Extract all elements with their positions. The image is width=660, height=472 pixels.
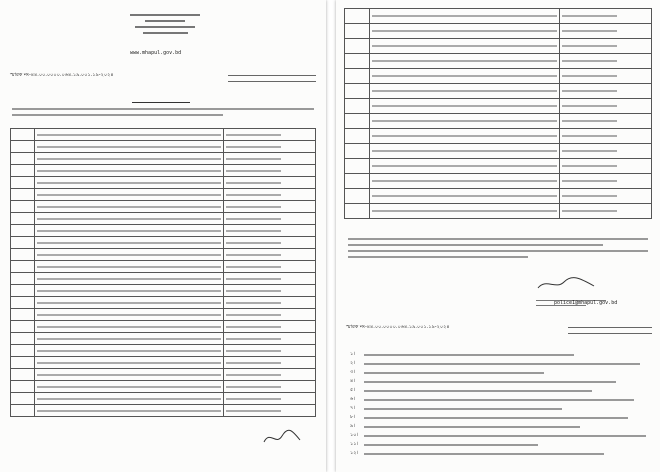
- table-row: [11, 153, 316, 165]
- table-cell: [224, 393, 316, 405]
- table-cell: [559, 99, 651, 114]
- memo-reference: স্মারক নং-৪৪.০০.০০০০.০৬৪.১৯.০০১.১৯-২০২৪: [10, 72, 114, 78]
- table-cell: [11, 321, 35, 333]
- list-item-number: ৩।: [350, 368, 356, 375]
- table-row: [345, 204, 652, 219]
- table-cell: [224, 237, 316, 249]
- table-cell: [35, 165, 224, 177]
- list-item: [350, 359, 650, 368]
- table-cell: [35, 213, 224, 225]
- table-row: [11, 177, 316, 189]
- table-cell: [224, 177, 316, 189]
- table-cell: [224, 405, 316, 417]
- list-item: [350, 404, 650, 413]
- notes: [348, 238, 648, 262]
- table-row: [11, 393, 316, 405]
- memo-date: [568, 318, 652, 336]
- list-item-number: ৭।: [350, 404, 356, 411]
- letterhead: [110, 10, 220, 46]
- list-item-number: ৮।: [350, 413, 356, 420]
- list-item-number: ২।: [350, 359, 356, 366]
- table-cell: [11, 225, 35, 237]
- table-cell: [35, 237, 224, 249]
- table-cell: [35, 285, 224, 297]
- list-item: [350, 395, 650, 404]
- table-cell: [369, 84, 559, 99]
- table-cell: [11, 189, 35, 201]
- table-cell: [224, 333, 316, 345]
- table-row: [11, 165, 316, 177]
- table-row: [11, 321, 316, 333]
- table-row: [11, 261, 316, 273]
- list-item-number: ১২।: [350, 449, 359, 456]
- table-row: [11, 201, 316, 213]
- table-row: [11, 345, 316, 357]
- list-item: [350, 350, 650, 359]
- table-row: [11, 249, 316, 261]
- table-cell: [35, 309, 224, 321]
- table-cell: [369, 69, 559, 84]
- table-cell: [11, 297, 35, 309]
- list-item-number: ৪।: [350, 377, 356, 384]
- table-cell: [369, 9, 559, 24]
- table-cell: [35, 405, 224, 417]
- table-cell: [11, 309, 35, 321]
- table-row: [345, 9, 652, 24]
- table-cell: [11, 237, 35, 249]
- table-cell: [224, 345, 316, 357]
- table-cell: [11, 273, 35, 285]
- transfer-table-continued: [344, 8, 652, 219]
- table-cell: [559, 9, 651, 24]
- list-item: [350, 413, 650, 422]
- table-cell: [11, 213, 35, 225]
- distribution-list: [350, 350, 650, 458]
- table-cell: [345, 159, 370, 174]
- table-cell: [224, 309, 316, 321]
- table-cell: [35, 381, 224, 393]
- table-cell: [345, 99, 370, 114]
- table-cell: [11, 393, 35, 405]
- table-cell: [345, 189, 370, 204]
- table-cell: [35, 225, 224, 237]
- table-cell: [224, 201, 316, 213]
- table-row: [11, 237, 316, 249]
- table-cell: [559, 129, 651, 144]
- table-row: [11, 225, 316, 237]
- table-row: [345, 114, 652, 129]
- table-cell: [369, 129, 559, 144]
- table-row: [11, 369, 316, 381]
- table-cell: [224, 165, 316, 177]
- table-cell: [345, 24, 370, 39]
- table-cell: [559, 144, 651, 159]
- table-cell: [224, 189, 316, 201]
- document-page-right: [336, 0, 660, 472]
- list-item-number: ৬।: [350, 395, 356, 402]
- table-cell: [11, 285, 35, 297]
- list-item: [350, 431, 650, 440]
- table-row: [11, 297, 316, 309]
- table-cell: [224, 249, 316, 261]
- table-row: [345, 39, 652, 54]
- table-cell: [11, 333, 35, 345]
- table-cell: [345, 39, 370, 54]
- table-row: [345, 99, 652, 114]
- table-cell: [11, 261, 35, 273]
- table-row: [11, 357, 316, 369]
- table-cell: [11, 177, 35, 189]
- table-row: [345, 54, 652, 69]
- list-item-number: ৯।: [350, 422, 356, 429]
- table-cell: [35, 333, 224, 345]
- list-item: [350, 422, 650, 431]
- table-cell: [369, 114, 559, 129]
- table-cell: [224, 213, 316, 225]
- table-cell: [11, 381, 35, 393]
- table-cell: [224, 261, 316, 273]
- table-cell: [35, 357, 224, 369]
- table-cell: [369, 39, 559, 54]
- table-row: [345, 24, 652, 39]
- table-cell: [559, 159, 651, 174]
- table-row: [345, 69, 652, 84]
- table-cell: [35, 249, 224, 261]
- signature: [262, 426, 302, 448]
- table-cell: [345, 129, 370, 144]
- table-cell: [11, 153, 35, 165]
- table-cell: [345, 84, 370, 99]
- table-cell: [224, 153, 316, 165]
- table-cell: [35, 129, 224, 141]
- table-cell: [224, 285, 316, 297]
- document-page-left: [0, 0, 326, 472]
- table-row: [345, 174, 652, 189]
- list-item-number: ১১।: [350, 440, 359, 447]
- table-row: [11, 381, 316, 393]
- transfer-table: [10, 128, 316, 417]
- list-item-number: ১০।: [350, 431, 359, 438]
- table-cell: [35, 261, 224, 273]
- table-cell: [559, 84, 651, 99]
- table-cell: [224, 129, 316, 141]
- table-row: [11, 129, 316, 141]
- table-cell: [369, 54, 559, 69]
- list-item: [350, 449, 650, 458]
- table-cell: [559, 24, 651, 39]
- table-row: [11, 273, 316, 285]
- table-cell: [224, 321, 316, 333]
- table-cell: [11, 369, 35, 381]
- table-row: [11, 309, 316, 321]
- table-cell: [11, 201, 35, 213]
- table-cell: [224, 369, 316, 381]
- table-cell: [345, 54, 370, 69]
- table-row: [345, 129, 652, 144]
- list-item: [350, 368, 650, 377]
- table-cell: [345, 69, 370, 84]
- table-cell: [369, 99, 559, 114]
- table-cell: [559, 174, 651, 189]
- table-row: [11, 141, 316, 153]
- table-cell: [559, 114, 651, 129]
- table-row: [345, 84, 652, 99]
- table-cell: [35, 189, 224, 201]
- list-item: [350, 440, 650, 449]
- table-cell: [559, 69, 651, 84]
- officer-email: police1@mhapul.gov.bd: [554, 300, 618, 306]
- table-row: [11, 405, 316, 417]
- list-item-number: ১।: [350, 350, 356, 357]
- table-row: [345, 159, 652, 174]
- table-cell: [345, 9, 370, 24]
- memo-reference: স্মারক নং-৪৪.০০.০০০০.০৬৪.১৯.০০১.১৯-২০২৪: [346, 324, 450, 330]
- table-cell: [369, 174, 559, 189]
- table-cell: [224, 225, 316, 237]
- table-cell: [369, 189, 559, 204]
- table-cell: [224, 297, 316, 309]
- list-item-number: ৫।: [350, 386, 356, 393]
- memo-date: [228, 66, 316, 86]
- table-cell: [369, 144, 559, 159]
- table-cell: [11, 129, 35, 141]
- table-row: [11, 189, 316, 201]
- table-cell: [345, 144, 370, 159]
- table-cell: [35, 177, 224, 189]
- list-item: [350, 377, 650, 386]
- list-item: [350, 386, 650, 395]
- table-cell: [11, 357, 35, 369]
- table-cell: [35, 141, 224, 153]
- table-cell: [559, 54, 651, 69]
- table-cell: [345, 204, 370, 219]
- table-cell: [345, 174, 370, 189]
- table-cell: [11, 165, 35, 177]
- table-cell: [35, 345, 224, 357]
- signature-block: [536, 276, 636, 320]
- table-row: [11, 213, 316, 225]
- table-cell: [35, 321, 224, 333]
- table-cell: [11, 249, 35, 261]
- website-address: www.mhapul.gov.bd: [130, 50, 182, 56]
- table-cell: [559, 189, 651, 204]
- table-row: [11, 333, 316, 345]
- table-cell: [224, 141, 316, 153]
- table-row: [345, 144, 652, 159]
- table-cell: [35, 393, 224, 405]
- table-cell: [35, 153, 224, 165]
- table-cell: [224, 273, 316, 285]
- table-cell: [11, 405, 35, 417]
- table-cell: [369, 159, 559, 174]
- table-cell: [35, 369, 224, 381]
- table-cell: [224, 381, 316, 393]
- notice-title: [132, 92, 190, 103]
- table-cell: [35, 297, 224, 309]
- table-cell: [35, 201, 224, 213]
- table-cell: [345, 114, 370, 129]
- table-cell: [369, 24, 559, 39]
- table-row: [345, 189, 652, 204]
- table-row: [11, 285, 316, 297]
- table-cell: [35, 273, 224, 285]
- notice-intro: [12, 108, 314, 120]
- table-cell: [11, 345, 35, 357]
- table-cell: [559, 204, 651, 219]
- table-cell: [11, 141, 35, 153]
- table-cell: [559, 39, 651, 54]
- table-cell: [224, 357, 316, 369]
- table-cell: [369, 204, 559, 219]
